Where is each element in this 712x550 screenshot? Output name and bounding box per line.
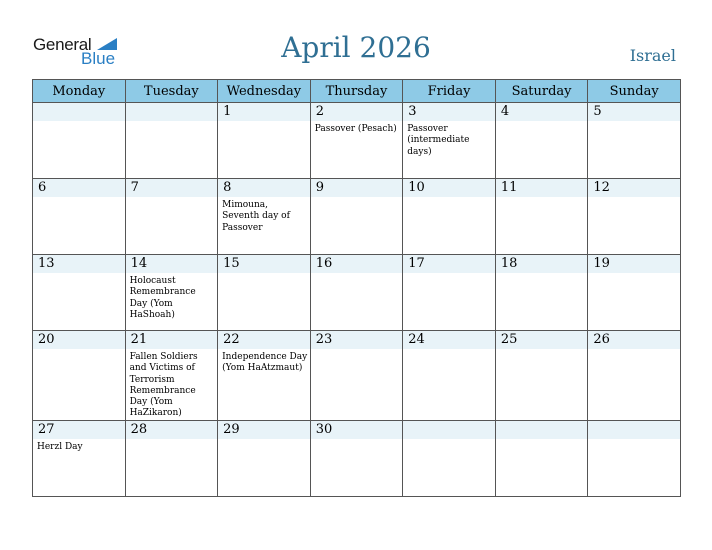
day-cell xyxy=(125,255,218,331)
calendar-title: April 2026 xyxy=(281,31,431,64)
day-cell xyxy=(588,103,681,179)
holiday-label: Independence Day (Yom HaAtzmaut) xyxy=(222,352,308,374)
day-number: 14 xyxy=(126,255,218,273)
day-number xyxy=(496,421,588,439)
weekday-header-row xyxy=(33,80,681,103)
day-cell xyxy=(495,420,588,496)
weekday-header: Tuesday xyxy=(125,80,218,103)
day-number: 21 xyxy=(126,331,218,349)
day-cell xyxy=(33,179,126,255)
day-cell xyxy=(218,179,311,255)
day-cell xyxy=(310,179,403,255)
day-number: 11 xyxy=(496,179,588,197)
day-cell xyxy=(495,255,588,331)
day-number: 16 xyxy=(311,255,403,273)
day-number: 8 xyxy=(218,179,310,197)
holiday-label: Fallen Soldiers and Victims of Terrorism Remembrance Day (Yom HaZikaron) xyxy=(129,352,198,419)
week-row xyxy=(33,331,681,421)
day-number: 2 xyxy=(311,103,403,121)
day-number: 1 xyxy=(218,103,310,121)
day-number xyxy=(33,103,125,121)
day-cell xyxy=(403,255,496,331)
holiday-label: Passover (intermediate days) xyxy=(407,124,470,157)
calendar-grid xyxy=(32,79,681,497)
weekday-header: Saturday xyxy=(495,80,588,103)
day-number: 3 xyxy=(403,103,495,121)
day-cell xyxy=(125,103,218,179)
day-number xyxy=(588,421,680,439)
week-row xyxy=(33,103,681,179)
day-cell xyxy=(588,179,681,255)
holiday-label: Herzl Day xyxy=(37,441,83,452)
day-number: 29 xyxy=(218,421,310,439)
day-number: 9 xyxy=(311,179,403,197)
day-cell xyxy=(495,103,588,179)
day-number: 27 xyxy=(33,421,125,439)
day-number: 22 xyxy=(218,331,310,349)
day-number: 17 xyxy=(403,255,495,273)
day-number: 5 xyxy=(588,103,680,121)
country-label: Israel xyxy=(629,46,676,65)
day-cell xyxy=(33,255,126,331)
day-cell xyxy=(403,331,496,421)
week-row xyxy=(33,179,681,255)
day-cell xyxy=(495,179,588,255)
day-cell xyxy=(218,103,311,179)
day-cell xyxy=(125,420,218,496)
day-number: 12 xyxy=(588,179,680,197)
day-number xyxy=(403,421,495,439)
day-number xyxy=(126,103,218,121)
day-cell xyxy=(310,103,403,179)
day-cell xyxy=(218,420,311,496)
weekday-header: Thursday xyxy=(310,80,403,103)
day-number: 7 xyxy=(126,179,218,197)
day-cell xyxy=(403,420,496,496)
day-cell xyxy=(218,331,311,421)
day-cell xyxy=(588,420,681,496)
holiday-label: Holocaust Remembrance Day (Yom HaShoah) xyxy=(129,276,196,320)
logo-text-general: General xyxy=(33,35,92,54)
day-number: 23 xyxy=(311,331,403,349)
day-cell xyxy=(403,179,496,255)
day-number: 6 xyxy=(33,179,125,197)
day-cell xyxy=(588,255,681,331)
day-cell xyxy=(310,255,403,331)
weekday-header: Friday xyxy=(403,80,496,103)
day-cell xyxy=(218,255,311,331)
day-number: 30 xyxy=(311,421,403,439)
day-number: 24 xyxy=(403,331,495,349)
day-number: 20 xyxy=(33,331,125,349)
day-number: 25 xyxy=(496,331,588,349)
day-number: 13 xyxy=(33,255,125,273)
day-cell xyxy=(310,420,403,496)
weekday-header: Sunday xyxy=(588,80,681,103)
day-number: 15 xyxy=(218,255,310,273)
holiday-label: Passover (Pesach) xyxy=(314,124,397,134)
day-number: 26 xyxy=(588,331,680,349)
day-cell xyxy=(495,331,588,421)
day-number: 28 xyxy=(126,421,218,439)
day-cell xyxy=(33,103,126,179)
day-number: 10 xyxy=(403,179,495,197)
day-cell xyxy=(310,331,403,421)
day-cell xyxy=(125,331,218,421)
day-number: 4 xyxy=(496,103,588,121)
holiday-label: Mimouna, Seventh day of Passover xyxy=(222,200,290,233)
logo-text-blue: Blue xyxy=(81,49,116,68)
week-row xyxy=(33,420,681,496)
day-cell xyxy=(125,179,218,255)
day-number: 18 xyxy=(496,255,588,273)
weekday-header: Monday xyxy=(33,80,126,103)
day-number: 19 xyxy=(588,255,680,273)
day-cell xyxy=(33,331,126,421)
week-row xyxy=(33,255,681,331)
day-cell xyxy=(588,331,681,421)
day-cell xyxy=(33,420,126,496)
weekday-header: Wednesday xyxy=(218,80,311,103)
day-cell xyxy=(403,103,496,179)
